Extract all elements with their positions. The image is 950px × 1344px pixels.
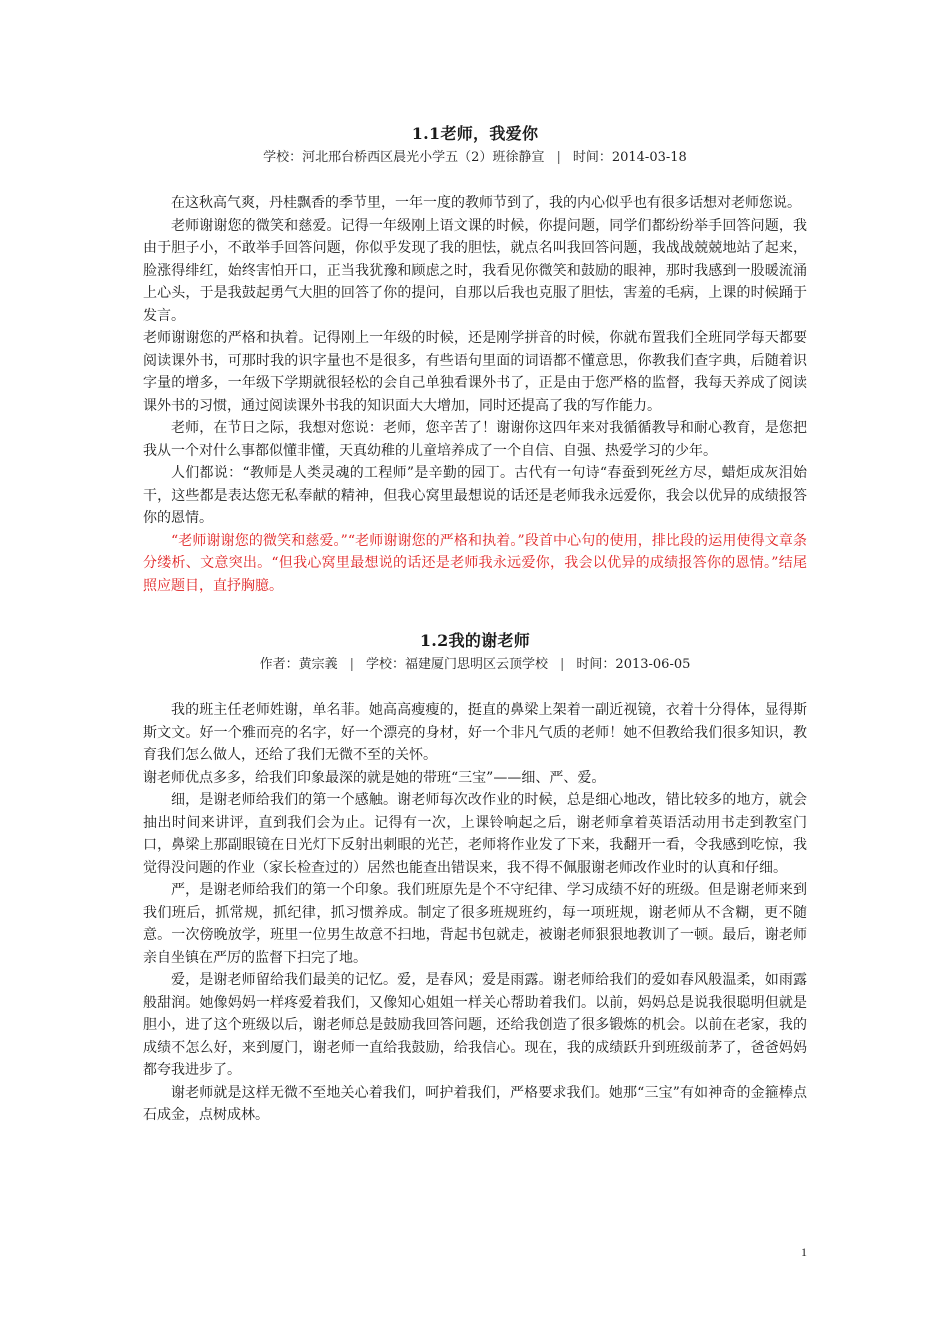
paragraph: 细，是谢老师给我们的第一个感触。谢老师每次改作业的时候，总是细心地改，错比较多的地方，就会抽出时间来讲评，直到我们会为止。记得有一次，上课铃响起之后，谢老师拿着英语活动用书走到教室门口，鼻梁上那副眼镜在日光灯下反射出刺眼的光芒，老师将作业发了下来，我翻开一看，令我感到吃惊，我觉得没问题的作业（家长检查过的）居然也能查出错误来，我不得不佩服谢老师改作业时的认真和仔细。	[143, 792, 807, 876]
meta-separator: |	[556, 150, 561, 165]
article-meta	[143, 148, 807, 168]
meta-school: 学校：河北邢台桥西区晨光小学五（2）班徐静宣	[263, 150, 545, 165]
article-body	[143, 699, 807, 1127]
meta-separator: |	[560, 657, 565, 672]
article-title: 1.2我的谢老师	[419, 631, 531, 650]
page-number: 1	[801, 1245, 807, 1259]
article-1	[143, 122, 807, 597]
paragraph: 谢老师就是这样无微不至地关心着我们，呵护着我们，严格要求我们。她那“三宝”有如神奇的金箍棒点石成金，点树成林。	[143, 1084, 807, 1123]
paragraph: 在这秋高气爽，丹桂飘香的季节里，一年一度的教师节到了，我的内心似乎也有很多话想对老师您说。	[171, 195, 801, 211]
article-title: 1.1老师，我爱你	[411, 124, 539, 143]
paragraph: 爱，是谢老师留给我们最美的记忆。爱，是春风；爱是雨露。谢老师给我们的爱如春风般温柔，如雨露般甜润。她像妈妈一样疼爱着我们，又像知心姐姐一样关心帮助着我们。以前，妈妈总是说我很聪明但就是胆小，进了这个班级以后，谢老师总是鼓励我回答问题，还给我创造了很多锻炼的机会。以前在老家，我的成绩不怎么好，来到厦门，谢老师一直给我鼓励，给我信心。现在，我的成绩跃升到班级前茅了，爸爸妈妈都夸我进步了。	[143, 972, 807, 1078]
meta-separator: |	[349, 657, 355, 672]
meta-date: 时间：2014-03-18	[572, 150, 687, 165]
document-content	[143, 122, 807, 1127]
article-meta	[143, 655, 807, 675]
meta-school: 学校：福建厦门思明区云顶学校	[366, 657, 549, 672]
paragraph: 老师谢谢您的严格和执着。记得刚上一年级的时候，还是刚学拼音的时候，你就布置我们全班同学每天都要阅读课外书，可那时我的识字量也不是很多，有些语句里面的词语都不懂意思，你教我们查字典，后随着识字量的增多，一年级下学期就很轻松的会自己单独看课外书了，正是由于您严格的监督，我每天养成了阅读课外书的习惯，通过阅读课外书我的知识面大大增加，同时还提高了我的写作能力。	[143, 330, 807, 414]
paragraph: 老师谢谢您的微笑和慈爱。记得一年级刚上语文课的时候，你提问题，同学们都纷纷举手回答问题，我由于胆子小，不敢举手回答问题，你似乎发现了我的胆怯，就点名叫我回答问题，我战战兢兢地站了起来，脸涨得绯红，始终害怕开口，正当我犹豫和顾虑之时，我看见你微笑和鼓励的眼神，那时我感到一股暖流涌上心头，于是我鼓起勇气大胆的回答了你的提问，自那以后我也克服了胆怯，害羞的毛病，上课的时候踊于发言。	[143, 217, 807, 324]
article-body	[143, 192, 807, 597]
meta-author: 作者：黄宗義	[259, 657, 338, 672]
article-2	[143, 629, 807, 1127]
meta-date: 时间：2013-06-05	[576, 657, 691, 672]
paragraph: 严，是谢老师给我们的第一个印象。我们班原先是个不守纪律、学习成绩不好的班级。但是谢老师来到我们班后，抓常规，抓纪律，抓习惯养成。制定了很多班规班约，每一项班规，谢老师从不含糊，更不随意。一次傍晚放学，班里一位男生故意不扫地，背起书包就走，被谢老师狠狠地教训了一顿。最后，谢老师亲自坐镇在严厉的监督下扫完了地。	[143, 882, 807, 966]
commentary-paragraph: “老师谢谢您的微笑和慈爱。”“老师谢谢您的严格和执着。”段首中心句的使用，排比段的运用使得文章条分缕析、文意突出。“但我心窝里最想说的话还是老师我永远爱你，我会以优异的成绩报答你的恩情。”结尾照应题目，直抒胸臆。	[143, 532, 807, 594]
paragraph: 谢老师优点多多，给我们印象最深的就是她的带班“三宝”——细、严、爱。	[143, 769, 606, 786]
paragraph: 人们都说：“教师是人类灵魂的工程师”是辛勤的园丁。古代有一句诗“春蚕到死丝方尽，蜡炬成灰泪始干，这些都是表达您无私奉献的精神，但我心窝里最想说的话还是老师我永远爱你，我会以优异的成绩报答你的恩情。	[143, 465, 807, 526]
paragraph: 老师，在节日之际，我想对您说：老师，您辛苦了！谢谢你这四年来对我循循教导和耐心教育，是您把我从一个对什么事都似懂非懂，天真幼稚的儿童培养成了一个自信、自强、热爱学习的少年。	[143, 420, 807, 459]
paragraph: 我的班主任老师姓谢，单名菲。她高高瘦瘦的，挺直的鼻梁上架着一副近视镜，衣着十分得体，显得斯斯文文。好一个雅而亮的名字，好一个漂亮的身材，好一个非凡气质的老师！她不但教给我们很多知识，教育我们怎么做人，还给了我们无微不至的关怀。	[143, 702, 807, 763]
